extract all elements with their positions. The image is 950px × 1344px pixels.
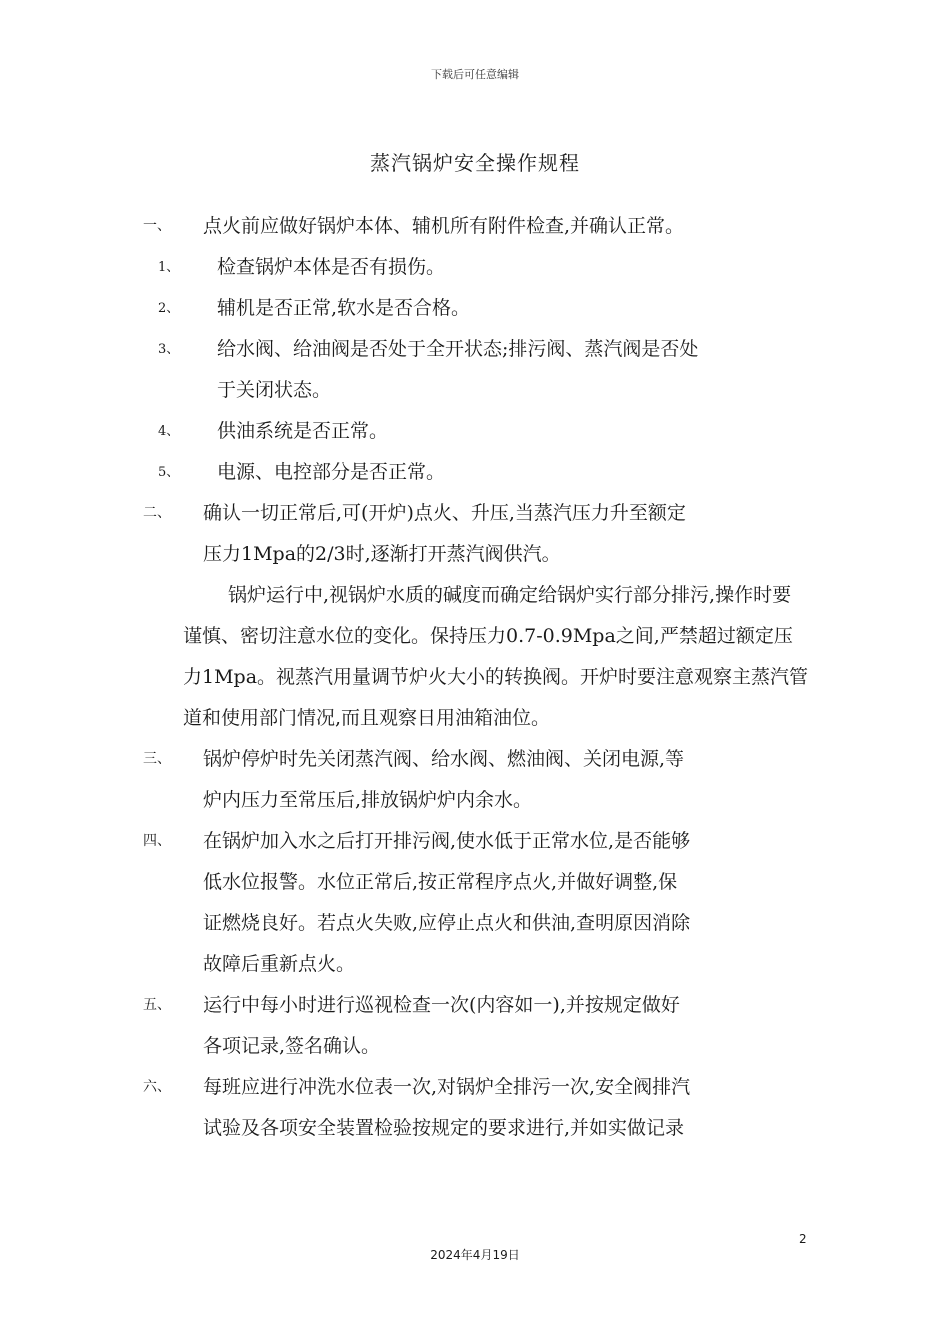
subsection-text: 供油系统是否正常。: [217, 420, 389, 442]
section-number: 六、: [143, 1079, 171, 1095]
section-number: 一、: [143, 218, 171, 234]
subsection-text: 电源、电控部分是否正常。: [217, 461, 446, 483]
section-number: 二、: [143, 505, 171, 521]
section-text: 每班应进行冲洗水位表一次,对锅炉全排污一次,安全阀排汽 试验及各项安全装置检验按规定的要求进行,并如实做记录: [203, 1076, 691, 1139]
section-number: 四、: [143, 833, 171, 849]
subsection-1-5: [0, 452, 809, 493]
section-text: 锅炉停炉时先关闭蒸汽阀、给水阀、燃油阀、关闭电源,等 炉内压力至常压后,排放锅炉炉内余水。: [203, 748, 685, 811]
section-4: [0, 821, 809, 985]
subsection-1-3: [0, 329, 809, 411]
page-number: 2: [799, 1232, 807, 1246]
subsection-1-1: [0, 247, 809, 288]
footer-date: 2024年4月19日: [430, 1248, 520, 1262]
subsection-1-4: [0, 411, 809, 452]
subsection-text: 检查锅炉本体是否有损伤。: [217, 256, 446, 278]
section-number: 五、: [143, 997, 171, 1013]
subsection-text: 辅机是否正常,软水是否合格。: [217, 297, 471, 319]
section-number: 三、: [143, 751, 171, 767]
subsection-number: 3、: [158, 342, 180, 357]
subsection-text: 给水阀、给油阀是否处于全开状态;排污阀、蒸汽阀是否处 于关闭状态。: [217, 338, 699, 401]
section-text: 确认一切正常后,可(开炉)点火、升压,当蒸汽压力升至额定 压力1Mpa的2/3时,逐渐打开蒸汽阀供汽。: [203, 502, 686, 565]
section-text: 运行中每小时进行巡视检查一次(内容如一),并按规定做好 各项记录,签名确认。: [203, 994, 680, 1057]
section-3: [0, 739, 809, 821]
subsection-number: 2、: [158, 301, 180, 316]
document-title: 蒸汽锅炉安全操作规程: [370, 151, 580, 175]
subsection-number: 4、: [158, 424, 180, 439]
section-2: [0, 493, 809, 575]
section-6: [0, 1067, 809, 1149]
section-2-paragraph: 锅炉运行中,视锅炉水质的碱度而确定给锅炉实行部分排污,操作时要谨慎、密切注意水位的变化。保持压力0.7-0.9Mpa之间,严禁超过额定压力1Mpa。视蒸汽用量调节炉火大小的转换阀。开炉时要注意观察主蒸汽管道和使用部门情况,而且观察日用油箱油位。: [183, 584, 809, 729]
subsection-1-2: [0, 288, 809, 329]
section-text: 在锅炉加入水之后打开排污阀,使水低于正常水位,是否能够 低水位报警。水位正常后,按正常程序点火,并做好调整,保 证燃烧良好。若点火失败,应停止点火和供油,查明原因消除 故障后重新点火。: [203, 830, 691, 975]
document-body: [0, 206, 950, 1149]
section-5: [0, 985, 809, 1067]
page-header: 下载后可任意编辑: [431, 68, 519, 81]
subsection-number: 5、: [158, 465, 180, 480]
section-1: [0, 206, 809, 247]
section-text: 点火前应做好锅炉本体、辅机所有附件检查,并确认正常。: [203, 215, 685, 237]
subsection-number: 1、: [158, 260, 180, 275]
